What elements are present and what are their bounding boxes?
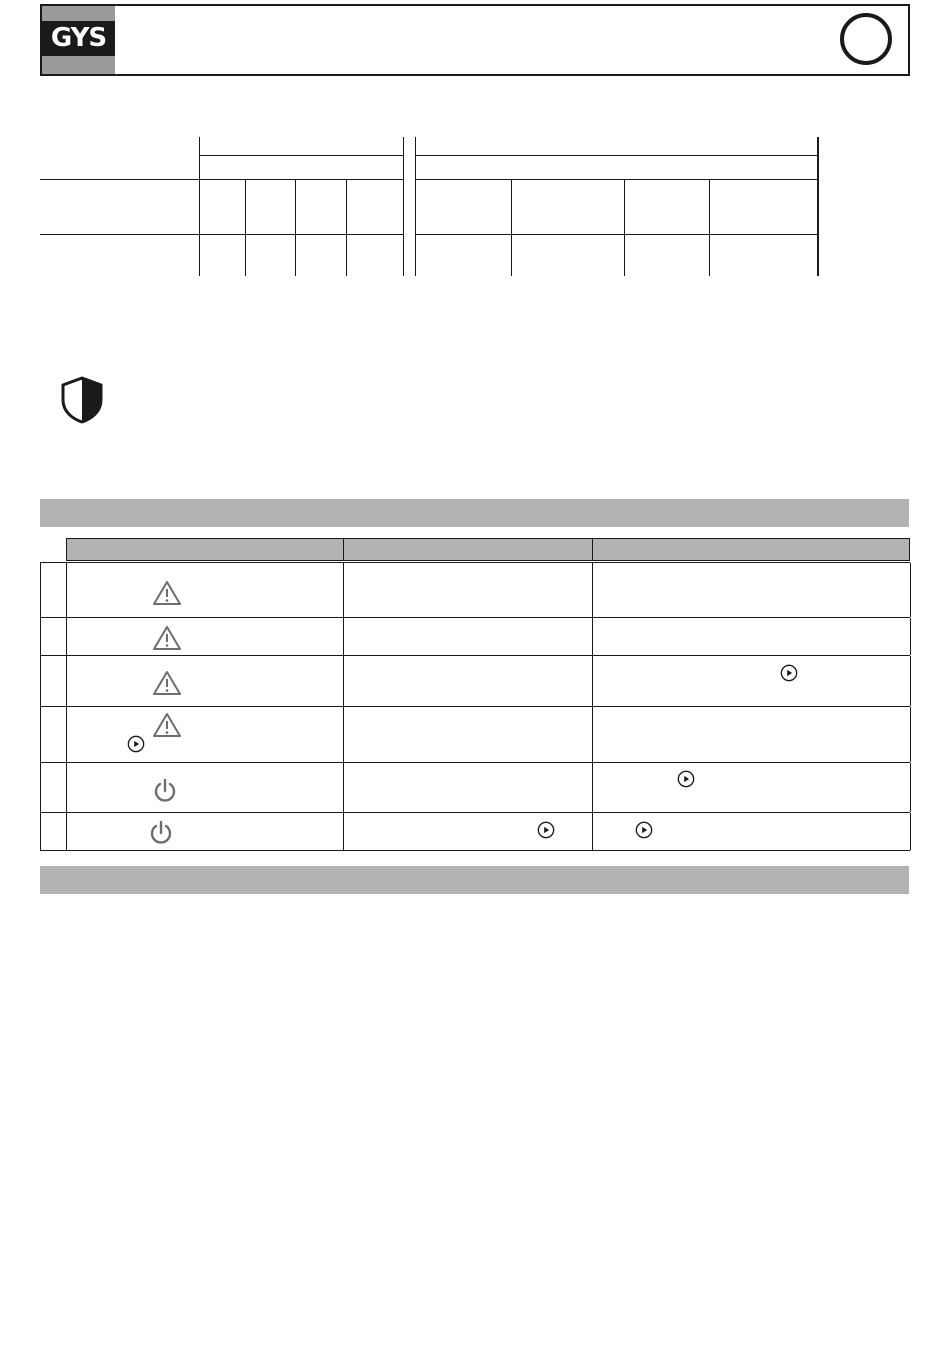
fault-row <box>40 618 910 656</box>
brand-logo-text: GYS <box>50 23 107 53</box>
fault-row <box>40 707 910 763</box>
shield-icon <box>59 376 105 424</box>
section-bar-faults <box>40 499 909 527</box>
warning-triangle-icon <box>152 712 182 738</box>
fault-row <box>40 813 910 851</box>
warning-triangle-icon <box>152 670 182 696</box>
power-icon <box>152 777 178 805</box>
warning-triangle-icon <box>152 580 182 606</box>
fault-row <box>40 656 910 707</box>
specifications-table <box>0 0 950 300</box>
fault-header-col-1 <box>66 538 344 561</box>
warning-triangle-icon <box>152 625 182 651</box>
fault-row <box>40 763 910 813</box>
section-bar-warranty <box>40 866 909 894</box>
fault-row <box>40 563 910 618</box>
power-icon <box>148 819 174 847</box>
play-button-icon <box>780 664 798 682</box>
play-button-icon <box>635 821 653 839</box>
play-button-icon <box>677 770 695 788</box>
play-button-icon <box>127 735 145 753</box>
fault-header-col-3 <box>592 538 910 561</box>
play-button-icon <box>537 821 555 839</box>
fault-header-col-2 <box>343 538 593 561</box>
